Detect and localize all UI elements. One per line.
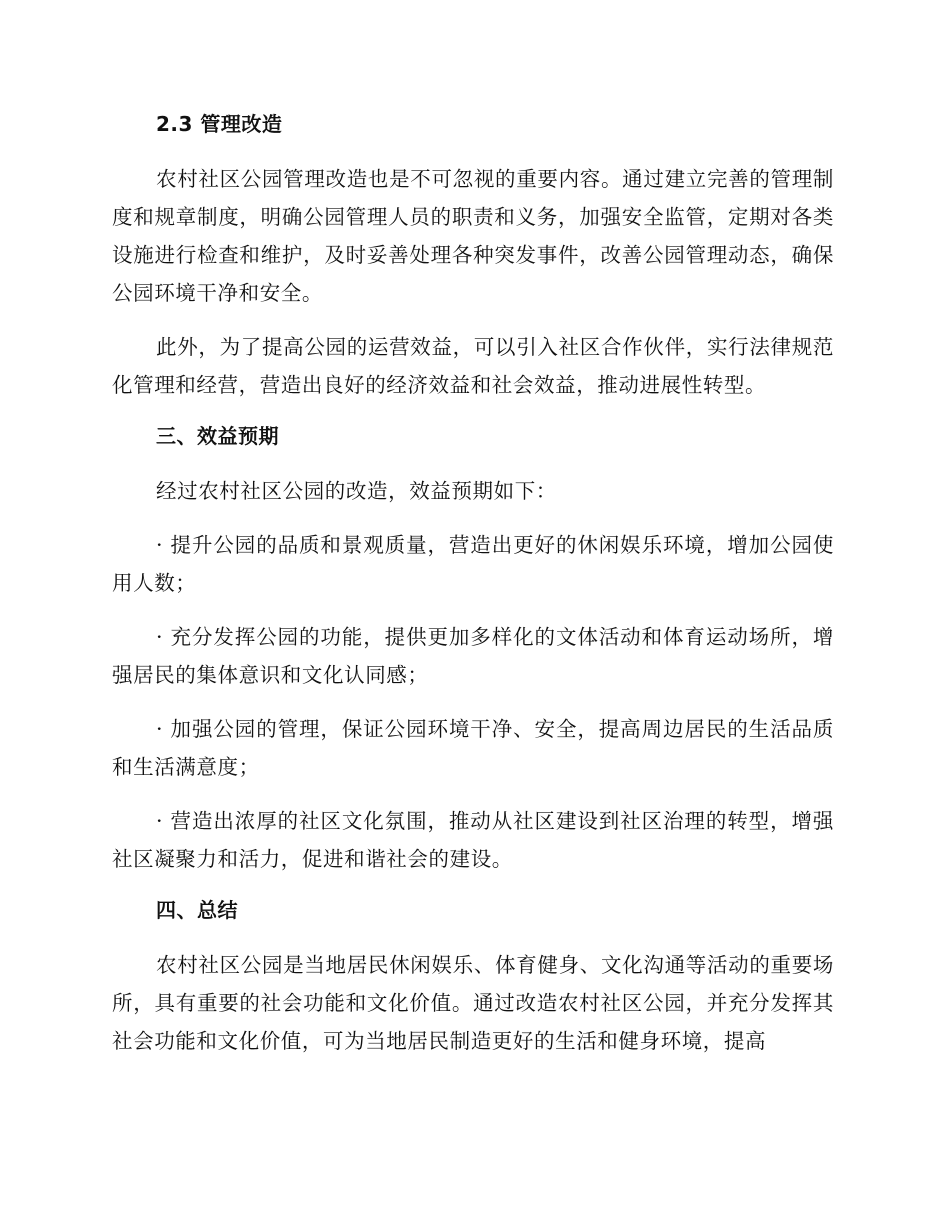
section-heading-management: 2.3 管理改造 [156, 112, 283, 136]
bullet-item: · 提升公园的品质和景观质量，营造出更好的休闲娱乐环境，增加公园使用人数； [112, 533, 834, 595]
document-body [112, 108, 834, 1076]
bullet-item: · 加强公园的管理，保证公园环境干净、安全，提高周边居民的生活品质和生活满意度； [112, 717, 834, 779]
bullet-item: · 充分发挥公园的功能，提供更加多样化的文体活动和体育运动场所，增强居民的集体意识和文化认同感； [112, 625, 834, 687]
paragraph: 此外，为了提高公园的运营效益，可以引入社区合作伙伴，实行法律规范化管理和经营，营造出良好的经济效益和社会效益，推动进展性转型。 [112, 335, 834, 397]
paragraph: 经过农村社区公园的改造，效益预期如下： [156, 479, 557, 503]
paragraph: 农村社区公园管理改造也是不可忽视的重要内容。通过建立完善的管理制度和规章制度，明确公园管理人员的职责和义务，加强安全监管，定期对各类设施进行检查和维护，及时妥善处理各种突发事件，改善公园管理动态，确保公园环境干净和安全。 [112, 167, 834, 305]
section-heading-benefits: 三、效益预期 [156, 424, 279, 448]
section-heading-summary: 四、总结 [156, 898, 238, 922]
paragraph: 农村社区公园是当地居民休闲娱乐、体育健身、文化沟通等活动的重要场所，具有重要的社会功能和文化价值。通过改造农村社区公园，并充分发挥其社会功能和文化价值，可为当地居民制造更好的生活和健身环境，提高 [112, 953, 834, 1053]
bullet-item: · 营造出浓厚的社区文化氛围，推动从社区建设到社区治理的转型，增强社区凝聚力和活力，促进和谐社会的建设。 [112, 809, 834, 871]
